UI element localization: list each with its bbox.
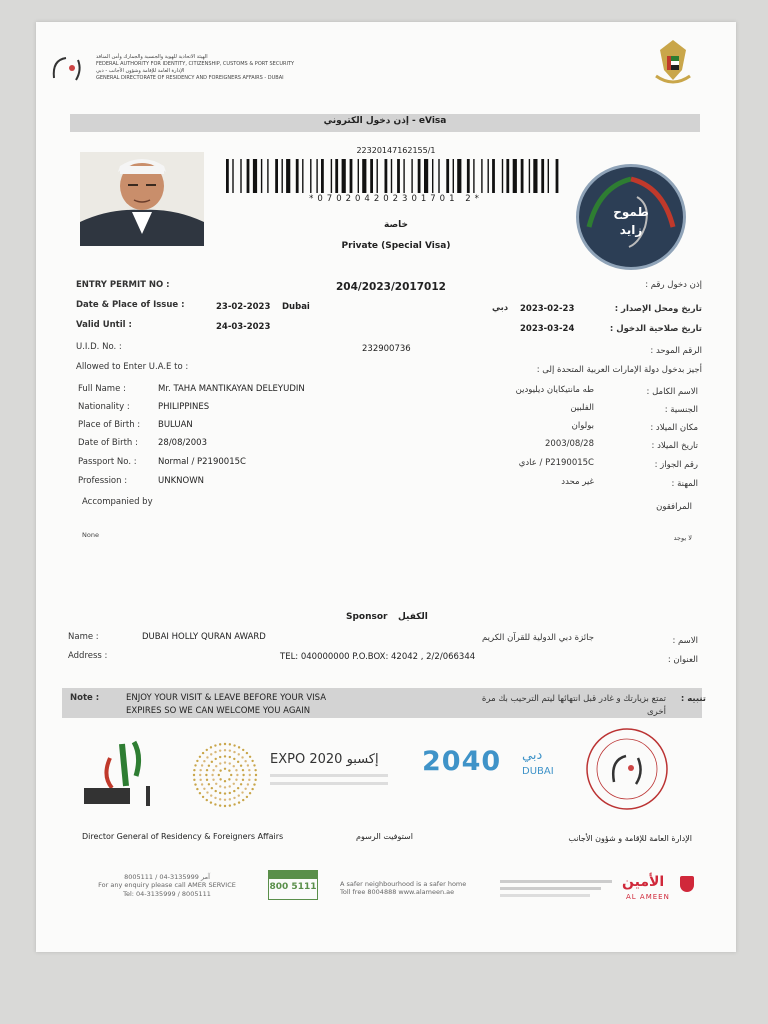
uid-label-ar: الرقم الموحد :: [650, 346, 702, 356]
sponsor-heading: Sponsor: [346, 612, 388, 622]
expo-dot: [211, 787, 213, 789]
expo-dot: [201, 783, 203, 785]
barcode-bar: [481, 159, 482, 193]
valid-label: Valid Until :: [76, 320, 132, 330]
expo-dot: [199, 779, 201, 781]
barcode-bar: [362, 159, 366, 193]
barcode-bar: [302, 159, 303, 193]
expo-dot: [194, 764, 196, 766]
safety-partners-logos: [500, 880, 612, 900]
issue-place-ar: دبي: [492, 303, 509, 313]
expo-dot: [219, 785, 221, 787]
expo-dot: [249, 774, 251, 776]
barcode-bar: [438, 159, 439, 193]
person-value: PHILIPPINES: [158, 402, 210, 412]
dubai-ar: دبي: [522, 748, 543, 763]
safe-line2: Toll free 8004888 www.alameen.ae: [340, 888, 455, 897]
barcode: [224, 159, 560, 193]
barcode-bar: [467, 159, 470, 193]
person-label-ar: تاريخ الميلاد :: [651, 441, 698, 451]
director-general-en: Director General of Residency & Foreigners Affairs: [82, 832, 284, 841]
barcode-bar: [529, 159, 530, 193]
expo-dot: [206, 779, 208, 781]
expo-dot: [224, 799, 226, 801]
expo-dot: [224, 805, 226, 807]
al-ameen-en: AL AMEEN: [626, 893, 670, 901]
issue-label-ar: تاريخ ومحل الإصدار :: [614, 304, 702, 314]
expo-dot: [193, 779, 195, 781]
expo-dot: [233, 803, 235, 805]
expo-dot: [249, 756, 251, 758]
person-label-ar: رقم الجواز :: [654, 460, 698, 470]
directorate-seal-icon: [584, 726, 670, 812]
expo-dot: [196, 788, 198, 790]
expo-dot: [202, 796, 204, 798]
expo-dot: [249, 792, 251, 794]
person-value-ar: طه مانتيكايان ديليودين: [515, 385, 594, 395]
barcode-bar: [418, 159, 421, 193]
person-value: Normal / P2190015C: [158, 457, 246, 467]
safe-neighbourhood-info: [340, 880, 466, 897]
expo-dot: [229, 804, 231, 806]
applicant-photo: [80, 152, 204, 246]
note-ar-line2: أخرى: [647, 707, 666, 717]
valid-until: 24-03-2023: [216, 322, 271, 332]
expo-dot: [199, 756, 201, 758]
expo-dot: [229, 792, 231, 794]
expo-dot: [253, 764, 255, 766]
expo-dot: [219, 743, 221, 745]
expo-dot: [247, 764, 249, 766]
expo-dot: [242, 749, 244, 751]
expo-dot: [235, 769, 237, 771]
expo-dot: [237, 787, 239, 789]
barcode-bar: [350, 159, 353, 193]
expo-dot: [242, 769, 244, 771]
expo-dot: [212, 779, 214, 781]
expo-dot: [210, 746, 212, 748]
expo-dot: [194, 783, 196, 785]
barcode-bar: [377, 159, 378, 193]
barcode-bar: [424, 159, 428, 193]
fees-paid-ar: استوفيت الرسوم: [356, 832, 413, 841]
director-general-ar: الإدارة العامة للإقامة و شؤون الأجانب: [568, 834, 692, 843]
amer-line2: For any enquiry please call AMER SERVICE: [98, 881, 236, 890]
expo-dot: [203, 788, 205, 790]
expo-dot: [196, 760, 198, 762]
barcode-reference: 22320147162155/1: [356, 146, 436, 155]
toll-free-header: [269, 871, 317, 879]
barcode-digits: *070204202301701 2*: [309, 194, 483, 204]
expo-dot: [206, 769, 208, 771]
expo-dot: [214, 797, 216, 799]
barcode-bar: [556, 159, 559, 193]
person-label: Full Name :: [78, 384, 126, 394]
expo-dot: [193, 774, 195, 776]
expo-dot: [229, 762, 231, 764]
expo-dot: [199, 769, 201, 771]
expo-dot: [229, 743, 231, 745]
sponsor-address-label: Address :: [68, 651, 108, 661]
sponsor-name-label: Name :: [68, 632, 99, 642]
expo-dot: [233, 797, 235, 799]
accompanied-label-ar: المرافقون: [656, 502, 692, 512]
expo-dot: [219, 769, 221, 771]
person-label-ar: المهنة :: [671, 479, 698, 489]
uid-value: 232900736: [362, 344, 411, 354]
barcode-bar: [411, 159, 412, 193]
barcode-bar: [316, 159, 317, 193]
barcode-bar: [492, 159, 495, 193]
allowed-label: Allowed to Enter U.A.E to :: [76, 362, 189, 372]
barcode-bar: [261, 159, 262, 193]
expo-dot: [254, 769, 256, 771]
accompanied-label: Accompanied by: [82, 497, 153, 507]
note-line1: ENJOY YOUR VISIT & LEAVE BEFORE YOUR VISA: [126, 693, 327, 703]
al-ameen-logo: [618, 874, 702, 904]
al-ameen-shield-icon: [680, 876, 694, 892]
expo-dot: [224, 749, 226, 751]
visa-type-en: Private (Special Visa): [341, 241, 451, 251]
expo-dot: [208, 765, 210, 767]
barcode-bar: [432, 159, 433, 193]
expo-dot: [212, 769, 214, 771]
expo-dot: [242, 774, 244, 776]
expo-dot: [202, 752, 204, 754]
expo-2020-text: [270, 752, 379, 767]
expo-dot: [233, 744, 235, 746]
zayed-ambition-badge: [576, 164, 686, 270]
amer-service-info: [82, 873, 252, 898]
evisa-document: [36, 22, 736, 952]
accompanied-value: None: [82, 531, 99, 539]
expo-dot: [229, 756, 231, 758]
person-value: UNKNOWN: [158, 476, 204, 486]
issue-label: Date & Place of Issue :: [76, 300, 185, 310]
barcode-bar: [226, 159, 229, 193]
person-value-ar: بولوان: [571, 421, 594, 431]
sponsor-address-label-ar: العنوان :: [667, 655, 698, 665]
barcode-bar: [253, 159, 257, 193]
barcode-bar: [286, 159, 290, 193]
expo-dot: [208, 783, 210, 785]
al-ameen-ar: الأمين: [622, 874, 665, 890]
uae-emblem-icon: [648, 36, 698, 92]
barcode-bar: [548, 159, 549, 193]
expo-dot: [242, 799, 244, 801]
barcode-bar: [397, 159, 400, 193]
barcode-bar: [513, 159, 517, 193]
barcode-bar: [403, 159, 404, 193]
sponsor-name-ar: جائزة دبي الدولية للقرآن الكريم: [482, 633, 594, 643]
expo-dot: [219, 798, 221, 800]
issue-date: 23-02-2023: [216, 302, 271, 312]
barcode-bar: [488, 159, 489, 193]
expo-dot: [214, 744, 216, 746]
expo-dot: [255, 774, 257, 776]
sponsor-address: TEL: 040000000 P.O.BOX: 42042 , 2/2/066344: [280, 652, 476, 662]
entry-permit-label-ar: إذن دخول رقم :: [645, 280, 702, 290]
barcode-bar: [358, 159, 359, 193]
authority-text: الهيئة الاتحادية للهوية والجنسية والجمارك وأمن المنافذ FEDERAL AUTHORITY FOR IDENTITY, CITIZENSHIP, CUSTOMS & PORT SECURITY الإدارة العامة للإقامة وشؤون الأجانب - دبي GENERAL DIRECTORATE OF RESIDENCY AND FOREIGNERS AFFAIRS - DUBAI: [96, 54, 295, 81]
expo-dot: [214, 751, 216, 753]
zayed-badge-line2: زايد: [619, 223, 643, 237]
expo-tagline-bar-2: [270, 782, 388, 785]
emirati-logo-icon: [82, 736, 168, 810]
expo-dot: [244, 788, 246, 790]
expo-dot: [254, 779, 256, 781]
amer-line3: Tel: 04-3135999 / 8005111: [123, 889, 211, 898]
expo-dot: [248, 769, 250, 771]
expo-dot: [214, 803, 216, 805]
expo-dot: [233, 765, 235, 767]
person-value: BULUAN: [158, 420, 193, 430]
barcode-bar: [310, 159, 311, 193]
barcode-bar: [240, 159, 241, 193]
barcode-bar: [282, 159, 283, 193]
expo-dot: [224, 743, 226, 745]
expo-dot: [251, 788, 253, 790]
expo-dot: [211, 774, 213, 776]
expo-dot: [211, 761, 213, 763]
expo-dot: [219, 762, 221, 764]
expo-dot: [228, 769, 230, 771]
barcode-bar: [385, 159, 388, 193]
expo-2020-emblem-icon: [190, 740, 260, 810]
expo-dot: [206, 799, 208, 801]
toll-free-number: 800 5111: [269, 882, 317, 892]
person-label-ar: الجنسية :: [664, 405, 698, 415]
safe-line1: A safer neighbourhood is a safer home: [340, 880, 467, 888]
note-label-ar: تنبيه :: [680, 694, 706, 704]
barcode-bar: [533, 159, 537, 193]
person-value-ar: 2003/08/28: [545, 439, 594, 449]
toll-free-badge: [268, 870, 318, 900]
person-label: Date of Birth :: [78, 438, 138, 448]
dubai-en: DUBAI: [522, 766, 554, 777]
partner-bar-2: [500, 887, 601, 890]
allowed-label-ar: أجيز بدخول دولة الإمارات العربية المتحدة إلى :: [536, 365, 702, 375]
person-value-ar: غير محدد: [561, 477, 594, 487]
barcode-bar: [541, 159, 544, 193]
expo-en: EXPO 2020: [270, 752, 343, 767]
expo-dot: [233, 758, 235, 760]
expo-dot: [241, 791, 243, 793]
barcode-bar: [331, 159, 332, 193]
barcode-bar: [391, 159, 392, 193]
expo-dot: [247, 783, 249, 785]
entry-permit-label: ENTRY PERMIT NO :: [76, 280, 170, 290]
expo-dot: [237, 761, 239, 763]
expo-dot: [228, 778, 230, 780]
valid-until-ar: 2023-03-24: [520, 324, 575, 334]
expo-dot: [203, 760, 205, 762]
expo-dot: [215, 790, 217, 792]
expo-dot: [206, 749, 208, 751]
expo-dot: [224, 761, 226, 763]
authority-logo: [48, 50, 88, 84]
expo-dot: [238, 753, 240, 755]
expo-dot: [229, 798, 231, 800]
person-value-ar: P2190015C / عادي: [518, 458, 594, 468]
uid-label: U.I.D. No. :: [76, 342, 122, 352]
barcode-bar: [296, 159, 299, 193]
expo-dot: [229, 785, 231, 787]
expo-dot: [224, 786, 226, 788]
sponsor-heading-ar: الكفيل: [398, 612, 428, 622]
expo-dot: [193, 769, 195, 771]
barcode-bar: [521, 159, 524, 193]
issue-date-ar: 2023-02-23: [520, 304, 575, 314]
note-ar-line1: تمتع بزيارتك و غادر قبل انتهائها ليتم الترحيب بك مرة: [481, 694, 666, 704]
entry-permit-number: 204/2023/2017012: [336, 281, 446, 293]
expo-dot: [248, 779, 250, 781]
evisa-title: إذن دخول الكتروني - eVisa: [323, 116, 447, 126]
dubai-2040-logo: [422, 746, 554, 786]
person-label-ar: مكان الميلاد :: [650, 423, 698, 433]
barcode-bar: [275, 159, 278, 193]
person-label: Profession :: [78, 476, 128, 486]
expo-dot: [246, 796, 248, 798]
visa-type-ar: خاصة: [383, 220, 409, 230]
expo-dot: [246, 752, 248, 754]
expo-dot: [210, 794, 212, 796]
barcode-bar: [457, 159, 461, 193]
barcode-bar: [321, 159, 324, 193]
expo-dot: [238, 794, 240, 796]
expo-dot: [224, 755, 226, 757]
expo-dot: [210, 801, 212, 803]
expo-dot: [199, 792, 201, 794]
note-label: Note :: [70, 693, 100, 703]
zayed-badge-line1: طموح: [613, 205, 649, 219]
expo-dot: [219, 749, 221, 751]
person-label-ar: الاسم الكامل :: [646, 387, 698, 397]
expo-dot: [236, 774, 238, 776]
expo-dot: [230, 774, 232, 776]
expo-dot: [244, 760, 246, 762]
expo-dot: [215, 783, 217, 785]
expo-dot: [229, 749, 231, 751]
sponsor-name-label-ar: الاسم :: [672, 636, 698, 646]
amer-line1: 8005111 / 04-3135999 آمر: [124, 873, 210, 881]
valid-label-ar: تاريخ صلاحية الدخول :: [609, 324, 702, 334]
expo-dot: [238, 746, 240, 748]
person-label: Passport No. :: [78, 457, 137, 467]
barcode-bar: [453, 159, 454, 193]
expo-dot: [206, 791, 208, 793]
expo-dot: [219, 778, 221, 780]
expo-dot: [219, 792, 221, 794]
expo-dot: [205, 774, 207, 776]
note-line2: EXPIRES SO WE CAN WELCOME YOU AGAIN: [126, 706, 311, 716]
sponsor-name: DUBAI HOLLY QURAN AWARD: [142, 632, 266, 642]
person-value: Mr. TAHA MANTIKAYAN DELEYUDIN: [158, 384, 305, 394]
issue-place: Dubai: [282, 302, 310, 312]
partner-bar-3: [500, 894, 590, 897]
expo-dot: [233, 751, 235, 753]
expo-dot: [224, 768, 226, 770]
barcode-bar: [247, 159, 250, 193]
expo-dot: [240, 765, 242, 767]
barcode-bar: [342, 159, 346, 193]
expo-dot: [242, 779, 244, 781]
barcode-bar: [335, 159, 338, 193]
expo-dot: [253, 783, 255, 785]
expo-dot: [241, 756, 243, 758]
expo-dot: [210, 753, 212, 755]
expo-dot: [224, 792, 226, 794]
partner-bar-1: [500, 880, 612, 883]
expo-dot: [201, 764, 203, 766]
barcode-bar: [506, 159, 509, 193]
barcode-bar: [232, 159, 233, 193]
dubai-2040-number: 2040: [422, 746, 502, 777]
expo-ar: إكسبو: [346, 752, 379, 767]
expo-dot: [219, 756, 221, 758]
accompanied-value-ar: لا يوجد: [673, 534, 692, 542]
expo-dot: [218, 774, 220, 776]
expo-dot: [233, 783, 235, 785]
barcode-bar: [473, 159, 474, 193]
expo-dot: [219, 804, 221, 806]
barcode-bar: [446, 159, 449, 193]
person-label: Nationality :: [78, 402, 130, 412]
expo-dot: [233, 790, 235, 792]
expo-tagline-bar: [270, 774, 388, 777]
expo-dot: [206, 756, 208, 758]
person-label: Place of Birth :: [78, 420, 141, 430]
expo-dot: [235, 779, 237, 781]
expo-dot: [251, 760, 253, 762]
expo-dot: [240, 783, 242, 785]
expo-dot: [215, 758, 217, 760]
expo-dot: [224, 780, 226, 782]
person-value: 28/08/2003: [158, 438, 207, 448]
expo-dot: [199, 774, 201, 776]
expo-dot: [238, 801, 240, 803]
barcode-bar: [502, 159, 503, 193]
expo-dot: [215, 765, 217, 767]
barcode-bar: [267, 159, 268, 193]
person-value-ar: الفلبين: [570, 403, 594, 413]
barcode-bar: [370, 159, 373, 193]
